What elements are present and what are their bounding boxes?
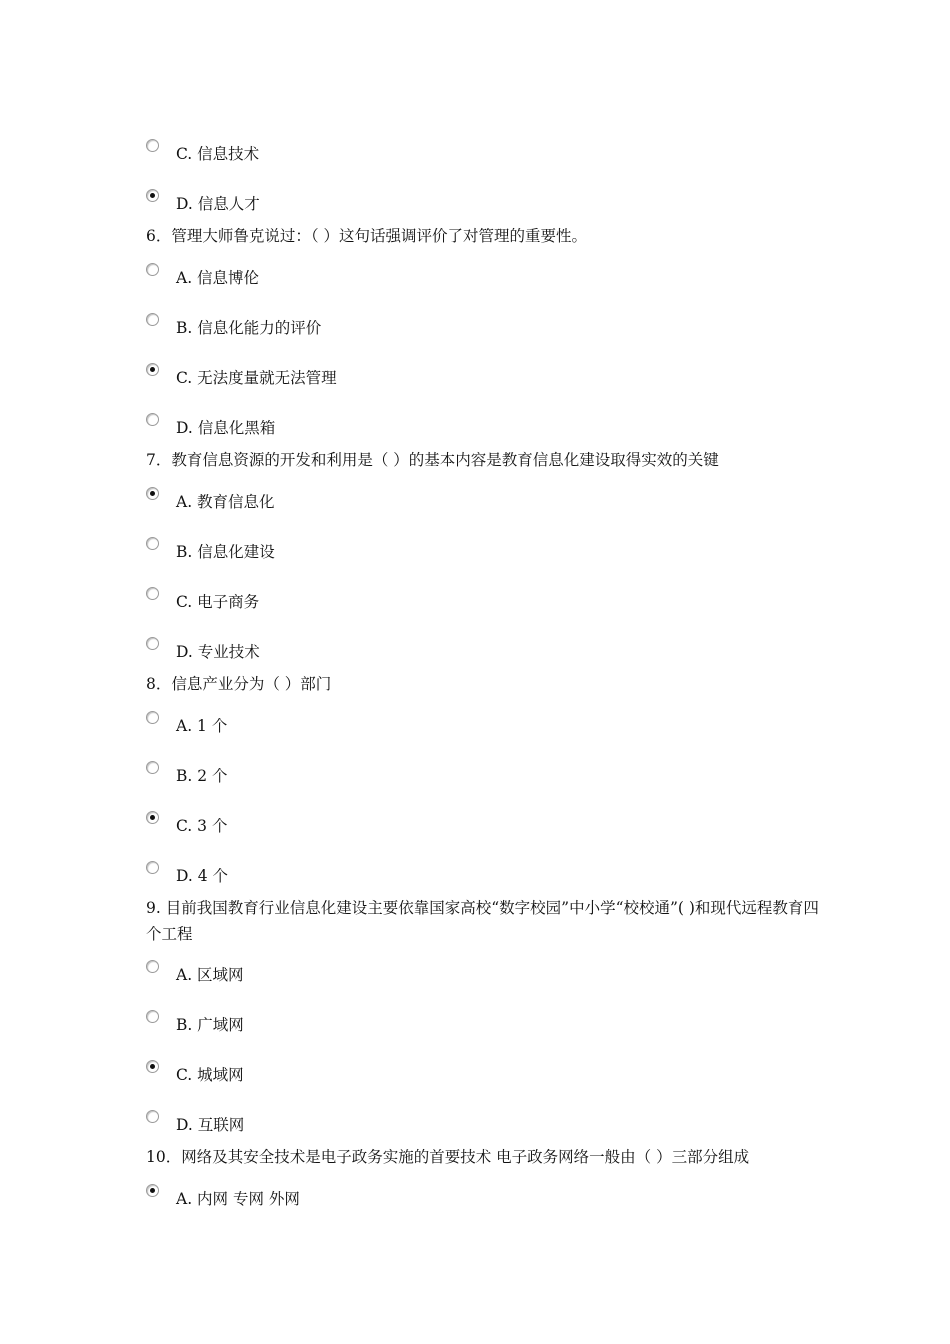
question-9-text: 9. 目前我国教育行业信息化建设主要依靠国家高校“数字校园”中小学“校校通”( )和现代远程教育四个工程: [146, 899, 819, 943]
q9-option-c-radio[interactable]: [146, 1060, 159, 1073]
q5-option-d-label: D. 信息人才: [176, 195, 260, 213]
q7-option-d-label: D. 专业技术: [176, 643, 260, 661]
q8-option-a-label: A. 1 个: [176, 717, 228, 735]
q6-option-c-label: C. 无法度量就无法管理: [176, 369, 337, 387]
q7-option-a-label: A. 教育信息化: [176, 493, 275, 511]
q9-option-a-label: A. 区域网: [176, 966, 244, 984]
q8-option-d-label: D. 4 个: [176, 867, 229, 885]
question-6-text: 6．管理大师鲁克说过：（ ）这句话强调评价了对管理的重要性。: [146, 227, 588, 245]
q9-option-d-label: D. 互联网: [176, 1116, 245, 1134]
q7-option-a-radio[interactable]: [146, 487, 159, 500]
q10-option-a-radio[interactable]: [146, 1184, 159, 1197]
q6-option-a-label: A. 信息博伦: [176, 269, 260, 287]
q9-option-d-radio[interactable]: [146, 1110, 159, 1123]
q9-option-b-radio[interactable]: [146, 1010, 159, 1023]
q7-option-c-radio[interactable]: [146, 587, 159, 600]
q9-option-b-label: B. 广域网: [176, 1016, 244, 1034]
q7-option-b-label: B. 信息化建设: [176, 543, 275, 561]
question-7-text: 7．教育信息资源的开发和利用是（ ）的基本内容是教育信息化建设取得实效的关键: [146, 451, 719, 469]
q9-option-c-label: C. 城域网: [176, 1066, 244, 1084]
q6-option-b-radio[interactable]: [146, 313, 159, 326]
q10-option-a-label: A. 内网 专网 外网: [176, 1190, 300, 1208]
q6-option-d-label: D. 信息化黑箱: [176, 419, 276, 437]
q8-option-b-label: B. 2 个: [176, 767, 228, 785]
q6-option-b-label: B. 信息化能力的评价: [176, 319, 322, 337]
q8-option-b-radio[interactable]: [146, 761, 159, 774]
question-10-text: 10．网络及其安全技术是电子政务实施的首要技术 电子政务网络一般由（ ）三部分组成: [146, 1148, 750, 1166]
q8-option-c-label: C. 3 个: [176, 817, 228, 835]
q8-option-d-radio[interactable]: [146, 861, 159, 874]
q6-option-c-radio[interactable]: [146, 363, 159, 376]
q5-option-d-radio[interactable]: [146, 189, 159, 202]
q7-option-d-radio[interactable]: [146, 637, 159, 650]
q9-option-a-radio[interactable]: [146, 960, 159, 973]
q6-option-a-radio[interactable]: [146, 263, 159, 276]
q7-option-c-label: C. 电子商务: [176, 593, 260, 611]
q6-option-d-radio[interactable]: [146, 413, 159, 426]
q7-option-b-radio[interactable]: [146, 537, 159, 550]
q5-option-c-label: C. 信息技术: [176, 145, 260, 163]
q8-option-a-radio[interactable]: [146, 711, 159, 724]
q5-option-c-radio[interactable]: [146, 139, 159, 152]
q8-option-c-radio[interactable]: [146, 811, 159, 824]
question-8-text: 8．信息产业分为（ ）部门: [146, 675, 332, 693]
